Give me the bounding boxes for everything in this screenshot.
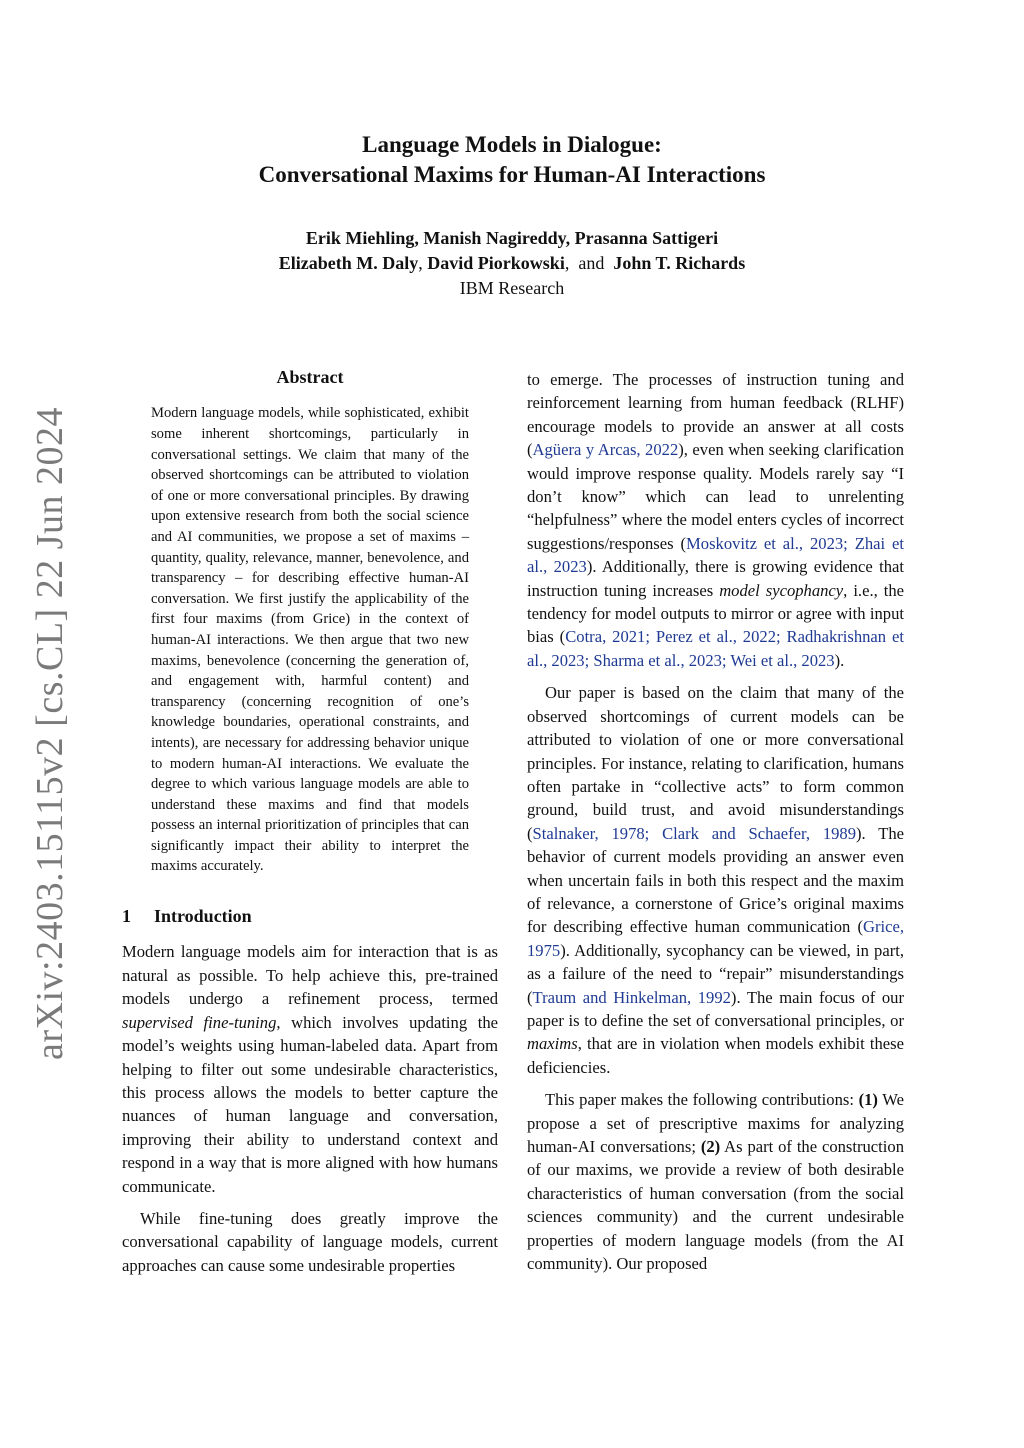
author-richards: John T. Richards [613,253,746,273]
right-paragraph-3 [527,1088,904,1275]
citation-link[interactable]: Stalnaker, 1978; Clark and Schaefer, 1989 [532,823,857,843]
title-line-1: Language Models in Dialogue: [362,132,662,157]
r-p2-text-b: ). The behavior of current models providing an answer even when uncertain fails in both this respect and the maxim of relevance, a cornerstone of Grice’s original maxims for describing effective human communication ( [527,823,904,937]
section-heading-introduction [122,905,498,928]
section-number: 1 [122,906,131,927]
left-column [122,366,498,1277]
author-daly: Elizabeth M. Daly [278,253,419,273]
intro-p1-text-a: Modern language models aim for interaction that is as natural as possible. To help achieve this, pre-trained models undergo a refinement process, termed [122,942,498,1009]
author-piorkowski: David Piorkowski [427,253,565,273]
intro-p1-text-b: , which involves updating the model’s weights using human-labeled data. Apart from helping to filter out some undesirable characteristics, this process allows the models to better capture the nuances of human language and conversation, improving their ability to understand context and respond in a way that is more aligned with how humans communicate. [122,1012,498,1196]
citation-link[interactable]: Agüera y Arcas, 2022 [532,440,679,460]
author-block [0,226,1024,301]
r-p3-text-b: We propose a set of prescriptive maxims for analyzing human-AI conversations; [527,1090,904,1156]
intro-paragraph-1 [122,940,498,1197]
citation-link[interactable]: Cotra, 2021; Perez et al., 2022; Radhakrishnan et al., 2023; Sharma et al., 2023; Wei et al., 2023 [527,627,905,670]
r-p1-text-e: ). [834,650,845,670]
r-p2-text-c: ). Additionally, sycophancy can be viewed, in part, as a failure of the need to “repair” misunderstandings ( [527,940,904,1007]
right-paragraph-2 [527,681,904,1079]
section-title: Introduction [154,906,252,927]
r-p1-emphasis: model sycophancy [719,580,844,600]
intro-p1-emphasis: supervised fine-tuning [122,1012,277,1032]
contribution-number-2: (2) [700,1137,721,1156]
r-p1-text-a: to emerge. The processes of instruction tuning and reinforcement learning from human feedback (RLHF) encourage models to provide an answer at all costs ( [527,370,904,460]
r-p2-text-e: , that are in violation when models exhibit these deficiencies. [527,1034,904,1077]
author-line-2: Elizabeth M. Daly, David Piorkowski, and John T. Richards [278,253,746,273]
citation-link[interactable]: Traum and Hinkelman, 1992 [532,987,731,1007]
r-p2-emphasis: maxims [527,1034,578,1054]
abstract-heading: Abstract [276,367,344,387]
affiliation: IBM Research [459,278,565,298]
abstract-text: Modern language models, while sophisticated, exhibit some inherent shortcomings, particularly in conversational settings. We claim that many of the observed shortcomings can be attributed to violation of one or more conversational principles. By drawing upon extensive research from both the social science and AI communities, we propose a set of maxims – quantity, quality, relevance, manner, benevolence, and transparency – for describing effective human-AI conversation. We first justify the applicability of the first four maxims (from Grice) in the context of human-AI interactions. We then argue that two new maxims, benevolence (concerning the generation of, and engagement with, harmful content) and transparency (concerning recognition of one’s knowledge boundaries, operational constraints, and intents), are necessary for addressing behavior unique to modern human-AI interactions. We evaluate the degree to which various language models are able to understand these maxims and find that models possess an internal prioritization of principles that can significantly impact their ability to interpret the maxims accurately. [151,405,469,875]
r-p1-text-d: , i.e., the tendency for model outputs to mirror or agree with input bias ( [527,580,905,647]
citation-link[interactable]: Grice, 1975 [527,917,904,960]
r-p3-text-a: This paper makes the following contributions: [545,1090,859,1110]
citation-link[interactable]: Moskovitz et al., 2023; Zhai et al., 2023 [527,533,904,577]
arxiv-identifier: arXiv:2403.15115v2 [cs.CL] 22 Jun 2024 [29,407,71,1060]
title-line-2: Conversational Maxims for Human-AI Interactions [258,162,766,187]
contribution-number-1: (1) [858,1090,878,1110]
author-line-1 [0,226,1024,251]
r-p1-text-c: ). Additionally, there is growing evidence that instruction tuning increases [527,557,904,600]
r-p3-text-c: As part of the construction of our maxims, we provide a review of both desirable characteristics of human conversation (from the social sciences community) and the current undesirable properties of modern language models (from the AI community). Our proposed [527,1137,904,1274]
r-p2-text-a: Our paper is based on the claim that many of the observed shortcomings of current models can be attributed to violation of one or more conversational principles. For instance, relating to clarification, humans often partake in “collective acts” to form common ground, build trust, and avoid misunderstandings ( [527,683,904,843]
author-conjunction: and [578,253,605,273]
intro-paragraph-2: While fine-tuning does greatly improve the conversational capability of language models, current approaches can cause some undesirable properties [122,1208,498,1275]
authors-first-line: Erik Miehling, Manish Nagireddy, Prasanna Sattigeri [305,228,719,248]
right-paragraph-1 [527,368,904,672]
right-column [527,368,904,1275]
r-p1-text-b: ), even when seeking clarification would improve response quality. Models rarely say “I don’t know” which can lead to unrelenting “helpfulness” where the model enters cycles of incorrect suggestions/responses ( [527,440,904,553]
paper-title [0,130,1024,190]
r-p2-text-d: ). The main focus of our paper is to define the set of conversational principles, or [527,987,905,1030]
